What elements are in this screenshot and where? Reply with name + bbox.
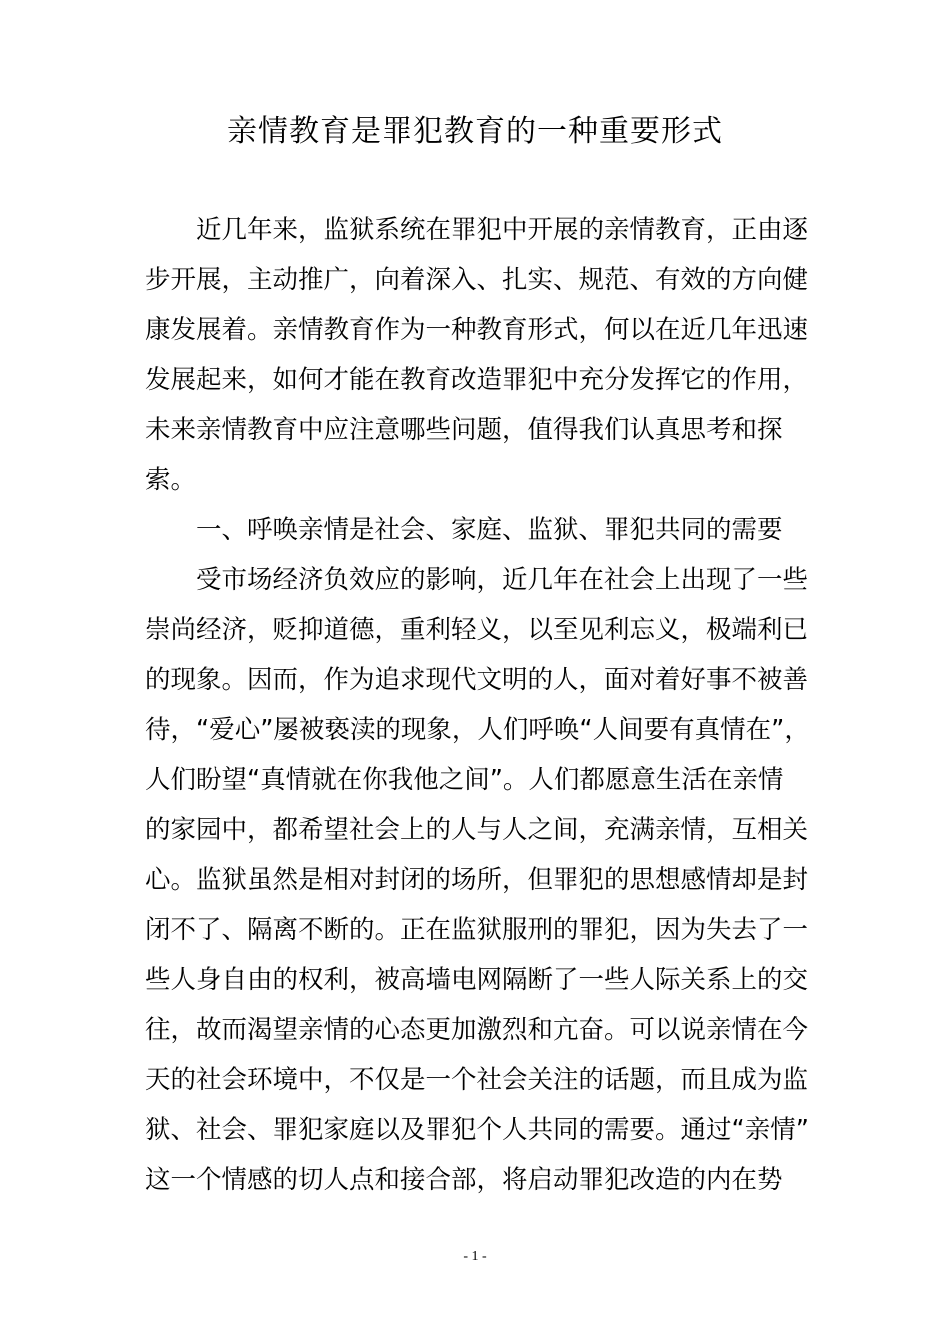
- body-line-19: 狱、社会、罪犯家庭以及罪犯个人共同的需要。通过“亲情”: [145, 1115, 809, 1145]
- body-line-2: 步开展，主动推广，向着深入、扎实、规范、有效的方向健: [145, 265, 809, 295]
- body-line-11: 待，“爱心”屡被亵渎的现象，人们呼唤“人间要有真情在”，: [145, 715, 810, 745]
- page-title: 亲情教育是罪犯教育的一种重要形式: [227, 114, 723, 149]
- body-line-15: 闭不了、隔离不断的。正在监狱服刑的罪犯，因为失去了一: [145, 915, 809, 945]
- section-heading: 一、呼唤亲情是社会、家庭、监狱、罪犯共同的需要: [196, 515, 783, 545]
- body-line-6: 索。: [145, 465, 197, 495]
- body-line-13: 的家园中，都希望社会上的人与人之间，充满亲情，互相关: [145, 815, 809, 845]
- body-line-1: 近几年来，监狱系统在罪犯中开展的亲情教育，正由逐: [196, 215, 809, 245]
- body-line-3: 康发展着。亲情教育作为一种教育形式，何以在近几年迅速: [145, 315, 809, 345]
- body-line-14: 心。监狱虽然是相对封闭的场所，但罪犯的思想感情却是封: [145, 865, 809, 895]
- body-line-5: 未来亲情教育中应注意哪些问题，值得我们认真思考和探: [145, 415, 783, 445]
- body-line-16: 些人身自由的权利，被高墙电网隔断了一些人际关系上的交: [145, 965, 809, 995]
- body-line-20: 这一个情感的切人点和接合部，将启动罪犯改造的内在势: [145, 1165, 783, 1195]
- body-line-4: 发展起来，如何才能在教育改造罪犯中充分发挥它的作用，: [145, 365, 809, 395]
- body-line-9: 崇尚经济，贬抑道德，重利轻义，以至见利忘义，极端利已: [145, 615, 809, 645]
- body-line-10: 的现象。因而，作为追求现代文明的人，面对着好事不被善: [145, 665, 809, 695]
- page-number: - 1 -: [463, 1249, 487, 1264]
- body-line-18: 天的社会环境中，不仅是一个社会关注的话题，而且成为监: [145, 1065, 809, 1095]
- body-line-12: 人们盼望“真情就在你我他之间”。人们都愿意生活在亲情: [145, 765, 784, 795]
- body-line-17: 往，故而渴望亲情的心态更加激烈和亢奋。可以说亲情在今: [145, 1015, 809, 1045]
- body-line-8: 受市场经济负效应的影响，近几年在社会上出现了一些: [196, 565, 809, 595]
